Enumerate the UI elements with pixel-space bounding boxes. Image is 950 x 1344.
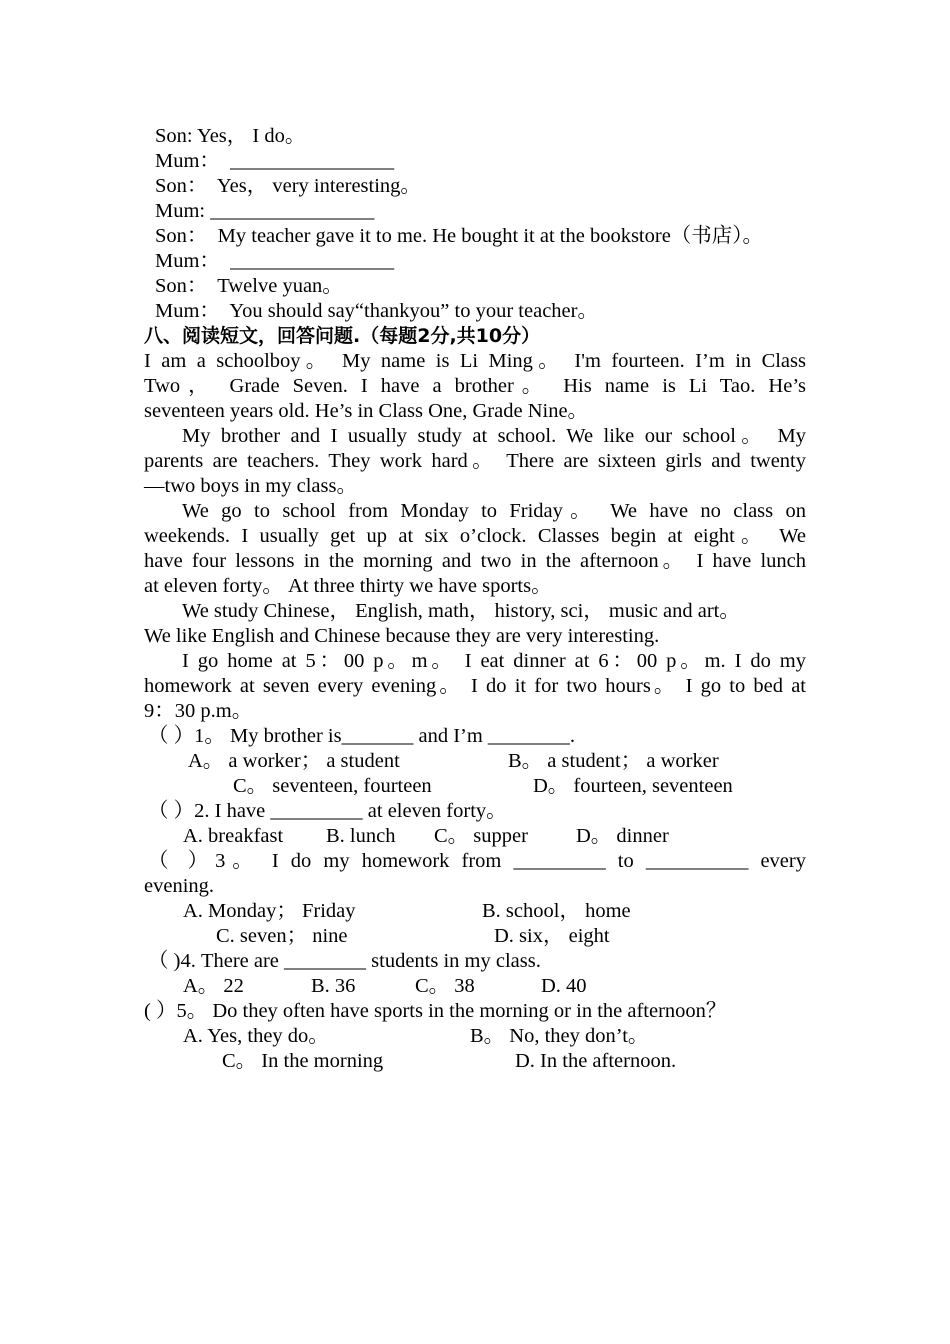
passage-line: have four lessons in the morning and two in the afternoon。 I have lunch xyxy=(144,550,806,572)
option-d: D。 fourteen, seventeen xyxy=(533,775,733,797)
option-b: B。 No, they don’t。 xyxy=(470,1025,649,1047)
option-a: A. breakfast xyxy=(183,825,284,847)
passage-line: parents are teachers. They work hard。 There are sixteen girls and twenty xyxy=(144,450,806,472)
option-c: C。 seventeen, fourteen xyxy=(233,775,432,797)
passage-line: seventeen years old. He’s in Class One, Grade Nine。 xyxy=(144,400,589,422)
option-a: A. Monday； Friday xyxy=(183,900,356,922)
option-c: C。 supper xyxy=(434,825,528,847)
dialogue-line: Mum: ________________ xyxy=(155,200,375,222)
passage-line: I go home at 5：00 p。m。 I eat dinner at 6：00 p。m. I do my xyxy=(182,650,806,672)
passage-line: We like English and Chinese because they are very interesting. xyxy=(144,625,660,647)
question-stem: （ ）1。 My brother is_______ and I’m ________. xyxy=(148,725,576,747)
passage-line: —two boys in my class。 xyxy=(144,475,357,497)
passage-line: My brother and I usually study at school. We like our school。 My xyxy=(182,425,806,447)
dialogue-line: Mum： You should say“thankyou” to your teacher。 xyxy=(155,300,598,322)
passage-line: 9：30 p.m。 xyxy=(144,700,253,722)
section-heading: 八、阅读短文，回答问题.（每题2分,共10分） xyxy=(144,325,541,347)
dialogue-line: Son： Yes， very interesting。 xyxy=(155,175,421,197)
option-a: A。 22 xyxy=(183,975,244,997)
option-d: D. 40 xyxy=(541,975,587,997)
question-stem: （ ）3。 I do my homework from _________ to __________ every xyxy=(148,850,806,872)
option-d: D. six， eight xyxy=(494,925,610,947)
option-b: B. 36 xyxy=(311,975,356,997)
option-c: C。 In the morning xyxy=(222,1050,384,1072)
dialogue-line: Son： My teacher gave it to me. He bought it at the bookstore（书店）。 xyxy=(155,225,764,247)
option-b: B. lunch xyxy=(326,825,396,847)
question-stem: （ )4. There are ________ students in my class. xyxy=(148,950,541,972)
option-d: D. In the afternoon. xyxy=(515,1050,677,1072)
dialogue-line: Mum： ________________ xyxy=(155,250,395,272)
question-stem: ( ）5。 Do they often have sports in the morning or in the afternoon？ xyxy=(144,1000,727,1022)
passage-line: homework at seven every evening。 I do it for two hours。 I go to bed at xyxy=(144,675,806,697)
option-c: C。 38 xyxy=(415,975,475,997)
passage-line: weekends. I usually get up at six o’clock. Classes begin at eight。 We xyxy=(144,525,806,547)
question-stem: （ ）2. I have _________ at eleven forty。 xyxy=(148,800,507,822)
passage-line: We go to school from Monday to Friday。 We have no class on xyxy=(182,500,806,522)
passage-line: I am a schoolboy。 My name is Li Ming。 I'm fourteen. I’m in Class xyxy=(144,350,806,372)
dialogue-line: Son： Twelve yuan。 xyxy=(155,275,343,297)
passage-line: Two， Grade Seven. I have a brother。 His name is Li Tao. He’s xyxy=(144,375,806,397)
option-c: C. seven； nine xyxy=(216,925,348,947)
option-a: A. Yes, they do。 xyxy=(183,1025,329,1047)
option-a: A。 a worker； a student xyxy=(188,750,400,772)
passage-line: at eleven forty。 At three thirty we have sports。 xyxy=(144,575,552,597)
option-d: D。 dinner xyxy=(576,825,669,847)
question-stem-continued: evening. xyxy=(144,875,215,897)
passage-line: We study Chinese， English, math， history, sci， music and art。 xyxy=(182,600,740,622)
dialogue-line: Mum： ________________ xyxy=(155,150,395,172)
option-b: B. school， home xyxy=(482,900,631,922)
option-b: B。 a student； a worker xyxy=(508,750,719,772)
dialogue-line: Son: Yes， I do。 xyxy=(155,125,306,147)
